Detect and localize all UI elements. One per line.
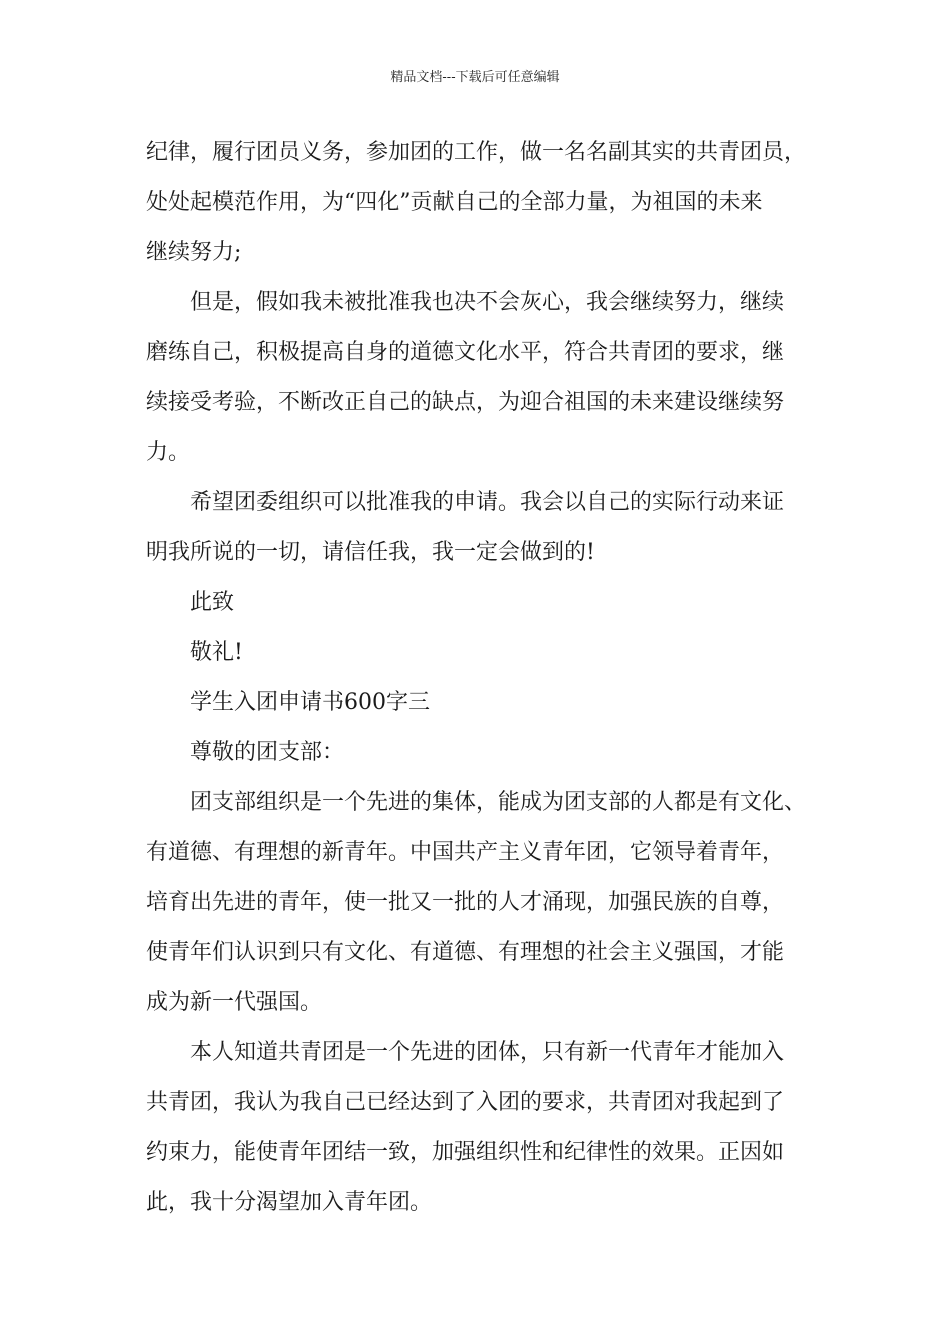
- section-title: 学生入团申请书600字三: [190, 690, 430, 715]
- text-line: 团支部组织是一个先进的集体，能成为团支部的人都是有文化、: [190, 790, 807, 815]
- salutation-line: 敬礼!: [190, 640, 243, 665]
- text-line: 本人知道共青团是一个先进的团体，只有新一代青年才能加入: [190, 1040, 785, 1065]
- salutation-line: 此致: [190, 590, 235, 615]
- text-line: 希望团委组织可以批准我的申请。我会以自己的实际行动来证: [190, 490, 785, 515]
- text-line: 此，我十分渴望加入青年团。: [146, 1190, 433, 1215]
- text-line: 成为新一代强国。: [146, 990, 323, 1015]
- greeting-line: 尊敬的团支部：: [190, 740, 345, 765]
- text-line: 有道德、有理想的新青年。中国共产主义青年团，它领导着青年，: [146, 840, 785, 865]
- text-line: 明我所说的一切，请信任我，我一定会做到的!: [146, 540, 595, 565]
- text-line: 但是，假如我未被批准我也决不会灰心，我会继续努力，继续: [190, 290, 785, 315]
- document-body: [146, 128, 826, 1228]
- text-line: 培育出先进的青年，使一批又一批的人才涌现，加强民族的自尊，: [146, 890, 785, 915]
- text-line: 共青团，我认为我自己已经达到了入团的要求，共青团对我起到了: [146, 1090, 785, 1115]
- text-line: 使青年们认识到只有文化、有道德、有理想的社会主义强国，才能: [146, 940, 785, 965]
- text-line: 续接受考验，不断改正自己的缺点，为迎合祖国的未来建设继续努: [146, 390, 785, 415]
- page-header: 精品文档---下载后可任意编辑: [390, 70, 560, 85]
- text-line: 继续努力;: [146, 240, 242, 265]
- text-line: 处处起模范作用，为“四化”贡献自己的全部力量，为祖国的未来: [146, 190, 763, 215]
- text-line: 纪律，履行团员义务，参加团的工作，做一名名副其实的共青团员，: [146, 140, 807, 165]
- text-line: 约束力，能使青年团结一致，加强组织性和纪律性的效果。正因如: [146, 1140, 785, 1165]
- text-line: 磨练自己，积极提高自身的道德文化水平，符合共青团的要求，继: [146, 340, 785, 365]
- text-line: 力。: [146, 440, 191, 465]
